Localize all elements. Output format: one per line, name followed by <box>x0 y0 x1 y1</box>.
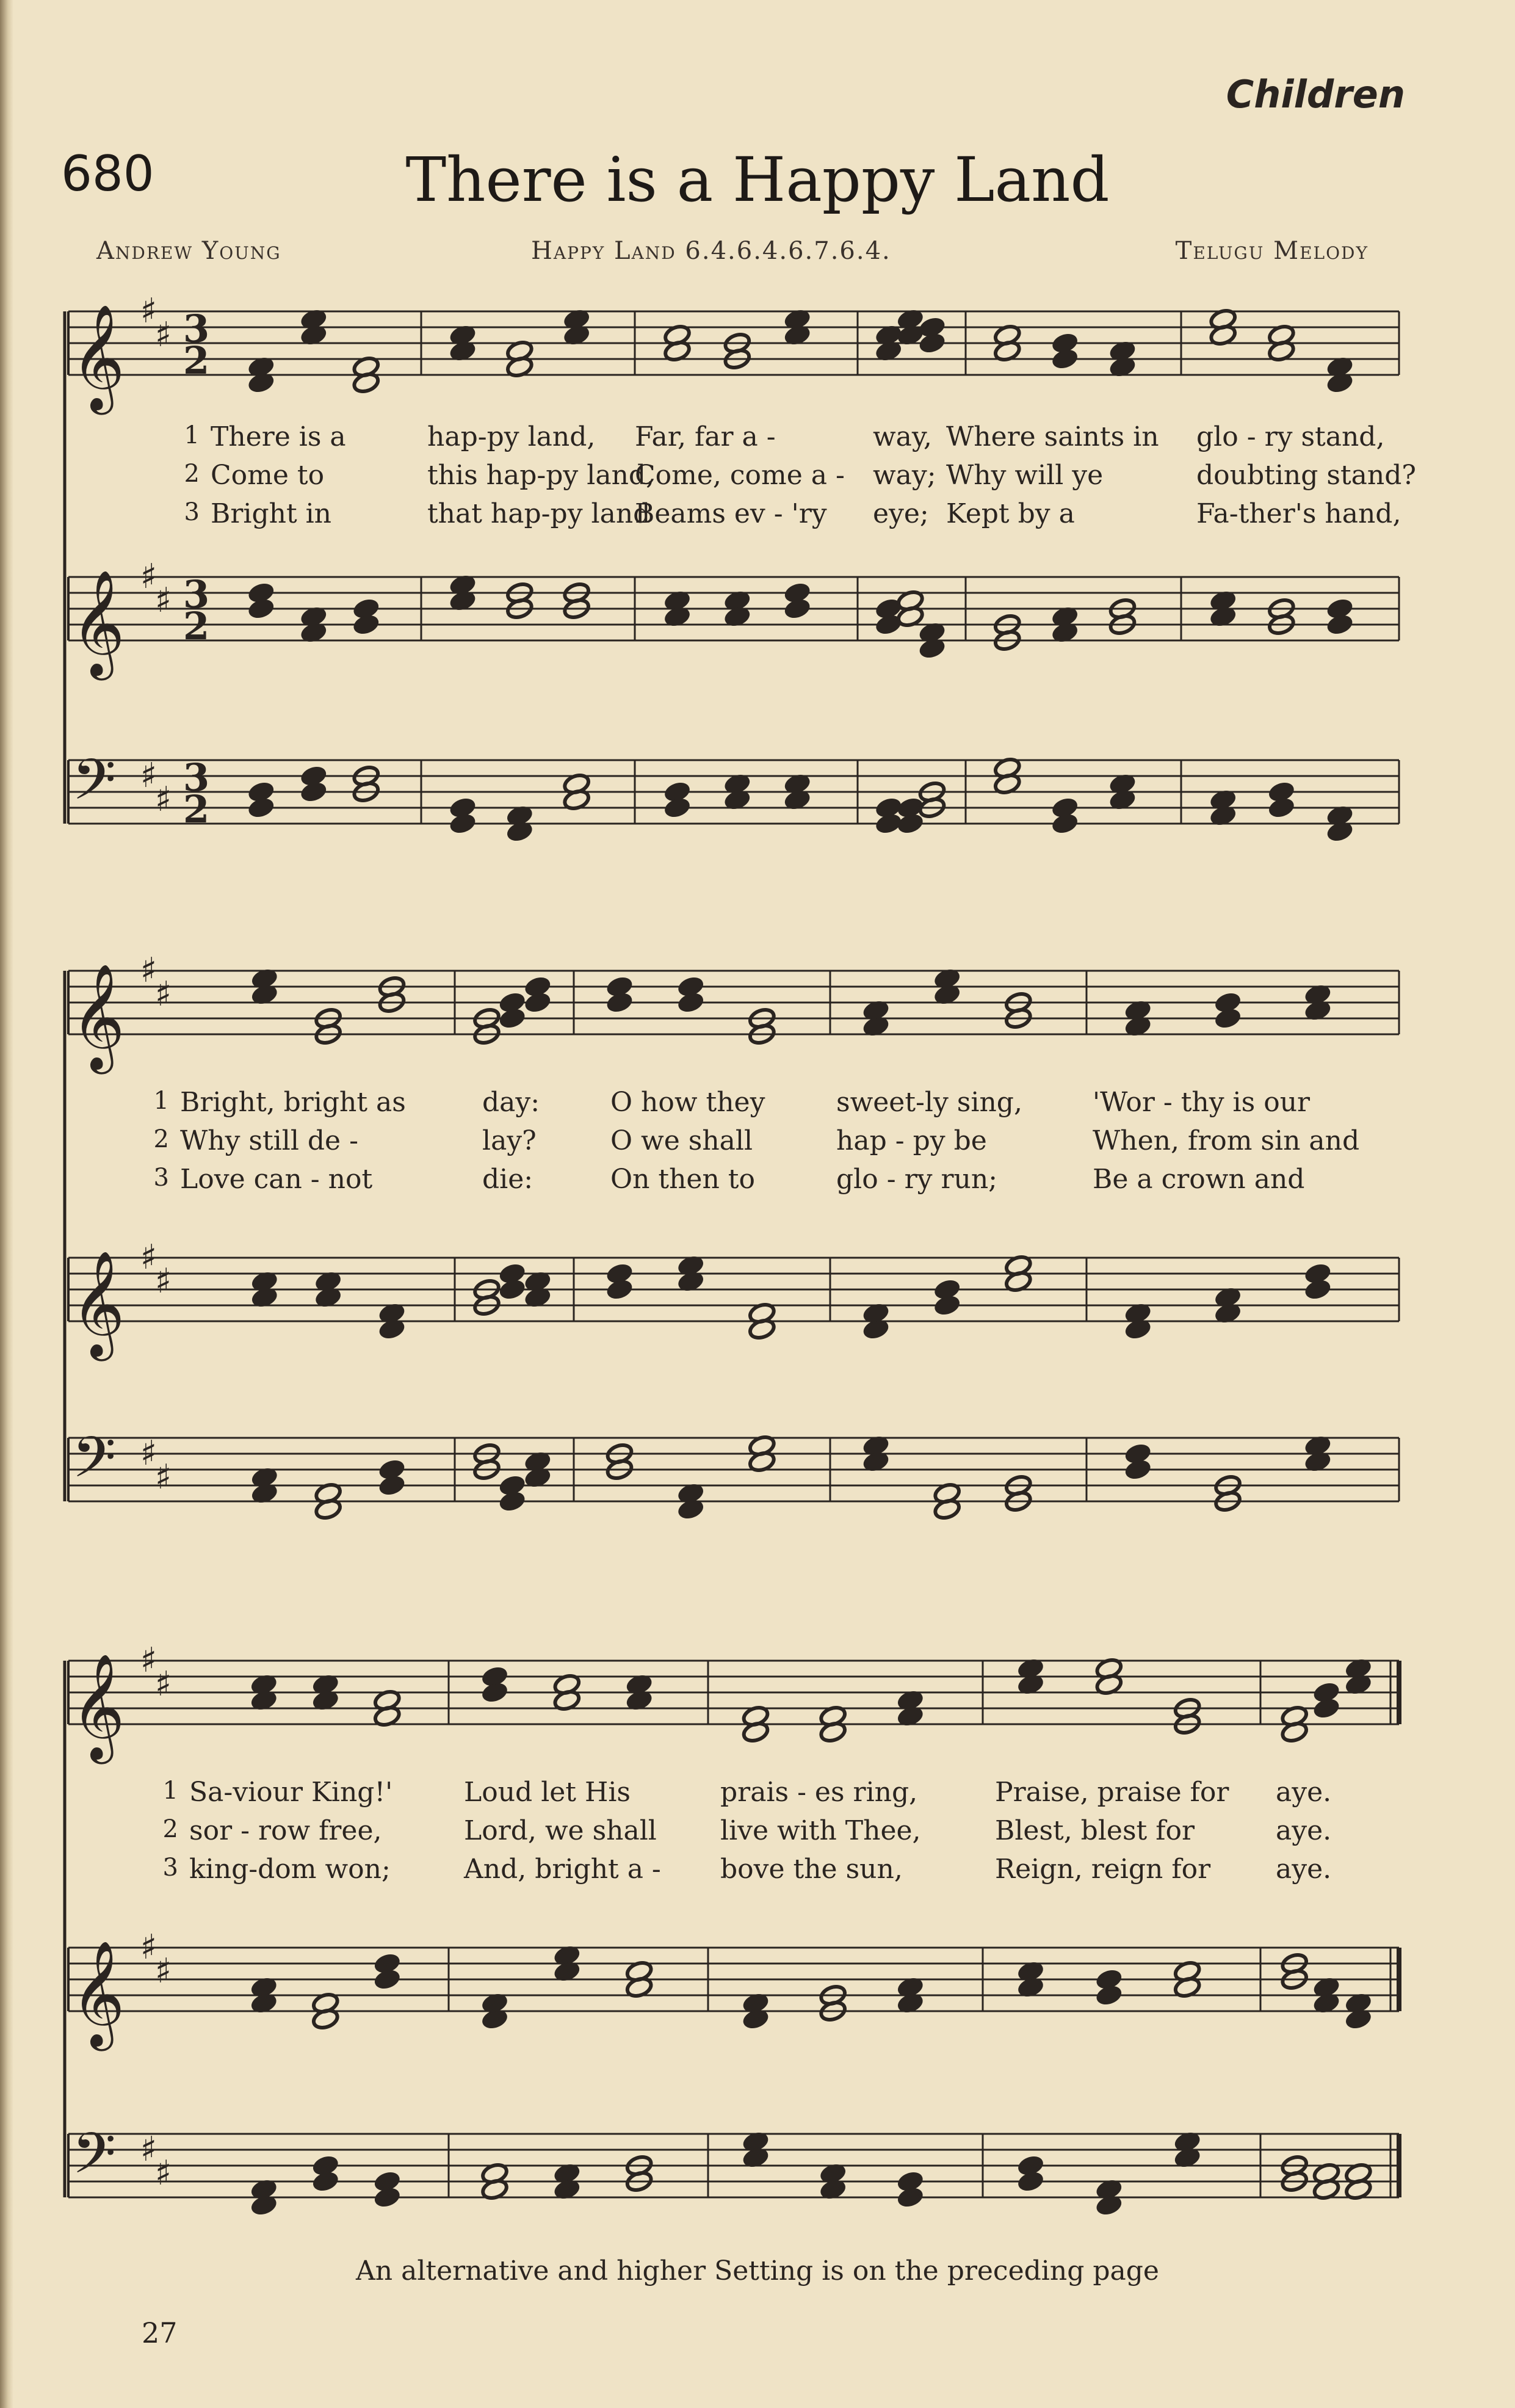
tune-credit: Happy Land 6.4.6.4.6.7.6.4. <box>531 237 891 265</box>
verse-number: 1 <box>162 1777 178 1805</box>
lyric-measure: Why will ye <box>946 460 1104 491</box>
verse-number: 2 <box>184 460 200 488</box>
sharp-icon: ♯ <box>155 1457 172 1497</box>
quarter-note <box>449 812 477 835</box>
treble-clef-icon: 𝄞 <box>71 1653 125 1760</box>
verse-number: 3 <box>153 1164 169 1192</box>
quarter-note <box>1326 613 1354 636</box>
lyric-measure: Be a crown and <box>1093 1164 1305 1195</box>
quarter-note <box>311 2170 339 2193</box>
time-signature-bottom: 2 <box>183 604 210 648</box>
lyric-line <box>153 1125 1399 1163</box>
lyric-measure: lay? <box>482 1125 537 1156</box>
verse-number: 2 <box>153 1125 169 1153</box>
treble-clef-icon: 𝄞 <box>71 304 125 410</box>
sharp-icon: ♯ <box>155 2153 172 2193</box>
lyric-measure: hap-py land, <box>427 421 596 452</box>
lyric-measure: aye. <box>1276 1854 1332 1885</box>
bass-clef-icon: 𝄢 <box>72 2121 117 2200</box>
time-signature-bottom: 2 <box>183 338 210 383</box>
quarter-note <box>676 991 704 1014</box>
quarter-note <box>378 1474 406 1497</box>
sharp-icon: ♯ <box>140 2130 157 2169</box>
lyric-measure: Bright, bright as <box>180 1087 406 1118</box>
verse-number: 1 <box>153 1087 169 1115</box>
lyric-line <box>153 1087 1399 1125</box>
sharp-icon: ♯ <box>155 1951 172 1991</box>
lyric-measure: Sa-viour King!' <box>189 1777 393 1808</box>
quarter-note <box>1016 2170 1044 2193</box>
lyric-measure: Fa-ther's hand, <box>1196 498 1401 529</box>
quarter-note <box>1050 812 1079 835</box>
sharp-icon: ♯ <box>155 1261 172 1301</box>
quarter-note <box>606 991 634 1014</box>
sharp-icon: ♯ <box>155 1664 172 1704</box>
lyric-line <box>184 421 1399 459</box>
quarter-note <box>373 2186 401 2209</box>
lyric-measure: Come to <box>211 460 325 491</box>
sharp-icon: ♯ <box>140 1927 157 1967</box>
sharp-icon: ♯ <box>140 1434 157 1473</box>
hymn-number: 680 <box>61 145 154 202</box>
lyric-line <box>162 1815 1399 1853</box>
lyric-line <box>162 1854 1399 1891</box>
page-number: 27 <box>142 2316 178 2349</box>
lyric-measure: glo - ry stand, <box>1196 421 1385 452</box>
quarter-note <box>352 613 380 636</box>
lyric-measure: Where saints in <box>946 421 1159 452</box>
lyric-line <box>162 1777 1399 1815</box>
lyric-measure: Far, far a - <box>635 421 776 452</box>
lyric-measure: 'Wor - thy is our <box>1093 1087 1311 1118</box>
lyric-measure: And, bright a - <box>464 1854 661 1885</box>
sharp-icon: ♯ <box>140 951 157 990</box>
quarter-note <box>1304 1278 1332 1301</box>
time-signature-top: 3 <box>183 306 210 351</box>
verse-number: 1 <box>184 421 200 449</box>
quarter-note <box>663 796 691 819</box>
lyric-measure: Kept by a <box>946 498 1075 529</box>
sharp-icon: ♯ <box>140 756 157 796</box>
composer-credit: Telugu Melody <box>1175 237 1369 265</box>
quarter-note <box>1312 1697 1340 1720</box>
quarter-note <box>1095 1984 1123 2007</box>
time-signature-top: 3 <box>183 755 210 800</box>
lyric-measure: doubting stand? <box>1196 460 1416 491</box>
lyric-measure: On then to <box>610 1164 755 1195</box>
lyric-measure: day: <box>482 1087 540 1118</box>
hymn-title: There is a Happy Land <box>405 144 1110 216</box>
lyric-measure: O we shall <box>610 1125 753 1156</box>
lyric-measure: Loud let His <box>464 1777 631 1808</box>
lyric-measure: Love can - not <box>180 1164 373 1195</box>
lyric-line <box>184 498 1401 536</box>
lyric-measure: live with Thee, <box>720 1815 921 1846</box>
lyric-measure: sor - row free, <box>189 1815 382 1846</box>
quarter-note <box>300 780 328 803</box>
sharp-icon: ♯ <box>140 1238 157 1277</box>
section-label: Children <box>1226 72 1405 117</box>
sharp-icon: ♯ <box>140 1641 157 1680</box>
lyric-measure: O how they <box>610 1087 765 1118</box>
bass-clef-icon: 𝄢 <box>72 747 117 827</box>
verse-number: 3 <box>162 1854 178 1882</box>
quarter-note <box>896 812 924 835</box>
treble-clef-icon: 𝄞 <box>71 963 125 1070</box>
lyric-measure: hap - py be <box>836 1125 987 1156</box>
lyric-measure: way; <box>873 460 936 491</box>
lyric-measure: Reign, reign for <box>995 1854 1211 1885</box>
lyric-measure: aye. <box>1276 1815 1332 1846</box>
quarter-note <box>1050 347 1079 371</box>
sharp-icon: ♯ <box>140 291 157 331</box>
treble-clef-icon: 𝄞 <box>71 570 125 676</box>
quarter-note <box>606 1278 634 1301</box>
quarter-note <box>247 597 275 620</box>
time-signature-bottom: 2 <box>183 787 210 832</box>
quarter-note <box>1267 796 1295 819</box>
lyric-measure: die: <box>482 1164 533 1195</box>
bass-clef-icon: 𝄢 <box>72 1425 117 1504</box>
lyric-measure: There is a <box>211 421 346 452</box>
time-signature-top: 3 <box>183 572 210 617</box>
lyric-measure: sweet-ly sing, <box>836 1087 1022 1118</box>
quarter-note <box>1213 1007 1242 1030</box>
verse-number: 2 <box>162 1815 178 1843</box>
lyric-measure: this hap-py land, <box>427 460 655 491</box>
lyric-measure: prais - es ring, <box>720 1777 918 1808</box>
lyric-measure: Lord, we shall <box>464 1815 657 1846</box>
quarter-note <box>933 1294 961 1317</box>
verse-number: 3 <box>184 498 200 526</box>
sharp-icon: ♯ <box>140 557 157 597</box>
quarter-note <box>498 1007 526 1030</box>
lyric-measure: glo - ry run; <box>836 1164 997 1195</box>
quarter-note <box>1124 1458 1152 1481</box>
lyric-measure: eye; <box>873 498 929 529</box>
quarter-note <box>896 2186 924 2209</box>
treble-clef-icon: 𝄞 <box>71 1250 125 1357</box>
lyric-line <box>184 460 1416 498</box>
lyric-measure: Come, come a - <box>635 460 845 491</box>
quarter-note <box>480 1681 508 1704</box>
footnote: An alternative and higher Setting is on the preceding page <box>356 2255 1159 2287</box>
lyric-measure: bove the sun, <box>720 1854 903 1885</box>
quarter-note <box>498 1278 526 1301</box>
lyric-measure: Why still de - <box>180 1125 358 1156</box>
lyric-measure: way, <box>873 421 932 452</box>
quarter-note <box>783 597 811 620</box>
sharp-icon: ♯ <box>155 581 172 620</box>
lyric-measure: that hap-py land <box>427 498 651 529</box>
sharp-icon: ♯ <box>155 780 172 819</box>
quarter-note <box>498 1490 526 1513</box>
lyric-measure: When, from sin and <box>1093 1125 1360 1156</box>
lyric-measure: aye. <box>1276 1777 1332 1808</box>
lyric-measure: Bright in <box>211 498 332 529</box>
lyric-measure: Praise, praise for <box>995 1777 1229 1808</box>
lyric-measure: king-dom won; <box>189 1854 391 1885</box>
author-credit: Andrew Young <box>96 237 281 265</box>
quarter-note <box>247 796 275 819</box>
lyric-measure: Beams ev - 'ry <box>635 498 827 529</box>
sharp-icon: ♯ <box>155 315 172 355</box>
sharp-icon: ♯ <box>155 974 172 1014</box>
quarter-note <box>524 991 552 1014</box>
lyric-measure: Blest, blest for <box>995 1815 1195 1846</box>
lyric-line <box>153 1164 1399 1202</box>
quarter-note <box>373 1968 401 1991</box>
treble-clef-icon: 𝄞 <box>71 1940 125 2047</box>
